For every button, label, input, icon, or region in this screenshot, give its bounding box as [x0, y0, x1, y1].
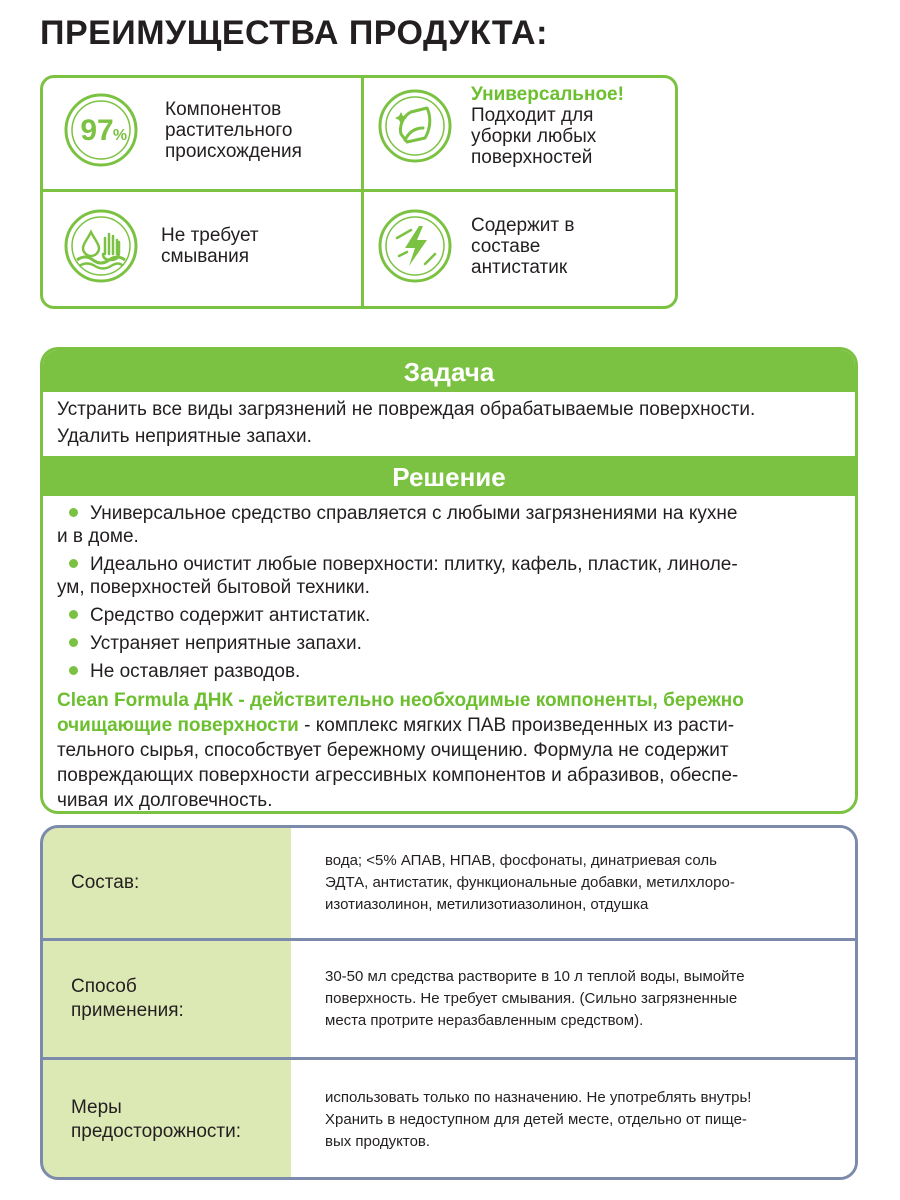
- universal-highlight: Универсальное!: [471, 84, 624, 105]
- lightning-icon: [377, 208, 453, 284]
- bullet-icon: [69, 610, 78, 619]
- bullet-icon: [69, 559, 78, 568]
- page-title: ПРЕИМУЩЕСТВА ПРОДУКТА:: [40, 14, 548, 52]
- advantage-no-rinse-text: Не требует смывания: [161, 225, 259, 267]
- advantage-universal-text: Универсальное! Подходит для уборки любых поверхностей: [471, 84, 624, 168]
- row-value: использовать только по назначению. Не употреблять внутрь! Хранить в недоступном для детей месте, отдельно от пище- вых продуктов.: [291, 1060, 855, 1180]
- advantages-grid: [40, 75, 678, 309]
- solution-item: Средство содержит антистатик.: [67, 604, 841, 627]
- advantage-antistatic: [377, 208, 575, 284]
- solution-item: Устраняет неприятные запахи.: [67, 632, 841, 655]
- task-text: Устранить все виды загрязнений не повреждая обрабатываемые поверхности. Удалить неприятные запахи.: [57, 399, 756, 447]
- advantage-plant-text: Компонентов растительного происхождения: [165, 98, 302, 162]
- advantage-universal: [377, 84, 624, 168]
- composition-table: [40, 825, 858, 1180]
- solution-item: Идеально очистит любые поверхности: плитку, кафель, пластик, линоле- ум, поверхностей бытовой техники.: [57, 554, 738, 598]
- svg-text:97: 97: [80, 114, 114, 147]
- grid-divider-horizontal: [43, 189, 675, 192]
- task-solution-panel: [40, 347, 858, 814]
- water-hand-icon: [63, 208, 139, 284]
- bullet-icon: [69, 638, 78, 647]
- advantage-plant-components: [63, 92, 302, 168]
- row-label: Состав:: [71, 872, 140, 893]
- advantage-no-rinse: [63, 208, 259, 284]
- task-heading: Задача: [43, 350, 855, 392]
- table-row-composition: [43, 828, 855, 938]
- grid-divider-vertical: [361, 78, 364, 306]
- row-label: Способ применения:: [71, 976, 184, 1021]
- bullet-icon: [69, 666, 78, 675]
- solution-heading: Решение: [43, 456, 855, 496]
- formula-description: Clean Formula ДНК - действительно необходимые компоненты, бережно очищающие поверхности - комплекс мягких ПАВ произведенных из расти- тельного сырья, способствует бережному очищению. Формула не содержит повреждающих поверхности агрессивных компонентов и абразивов, обеспе- чивая их долговечность.: [57, 690, 744, 811]
- solution-item: Универсальное средство справляется с любыми загрязнениями на кухне и в доме.: [57, 503, 738, 547]
- advantage-antistatic-text: Содержит в составе антистатик: [471, 214, 575, 278]
- solution-body: [43, 496, 855, 813]
- row-value: 30-50 мл средства растворите в 10 л теплой воды, вымойте поверхность. Не требует смывания. (Сильно загрязненные места протрите неразбавленным средством).: [291, 941, 855, 1057]
- row-value: вода; <5% АПАВ, НПАВ, фосфонаты, динатриевая соль ЭДТА, антистатик, функциональные добавки, метилхлоро- изотиазолинон, метилизотиазолинон, отдушка: [291, 828, 855, 938]
- table-row-precautions: [43, 1060, 855, 1180]
- percent-97-icon: [63, 92, 139, 168]
- svg-text:%: %: [112, 127, 128, 144]
- bullet-icon: [69, 508, 78, 517]
- solution-item: Не оставляет разводов.: [67, 660, 841, 683]
- cleaning-cloth-icon: [377, 88, 453, 164]
- table-row-usage: [43, 941, 855, 1057]
- row-label: Меры предосторожности:: [71, 1097, 241, 1142]
